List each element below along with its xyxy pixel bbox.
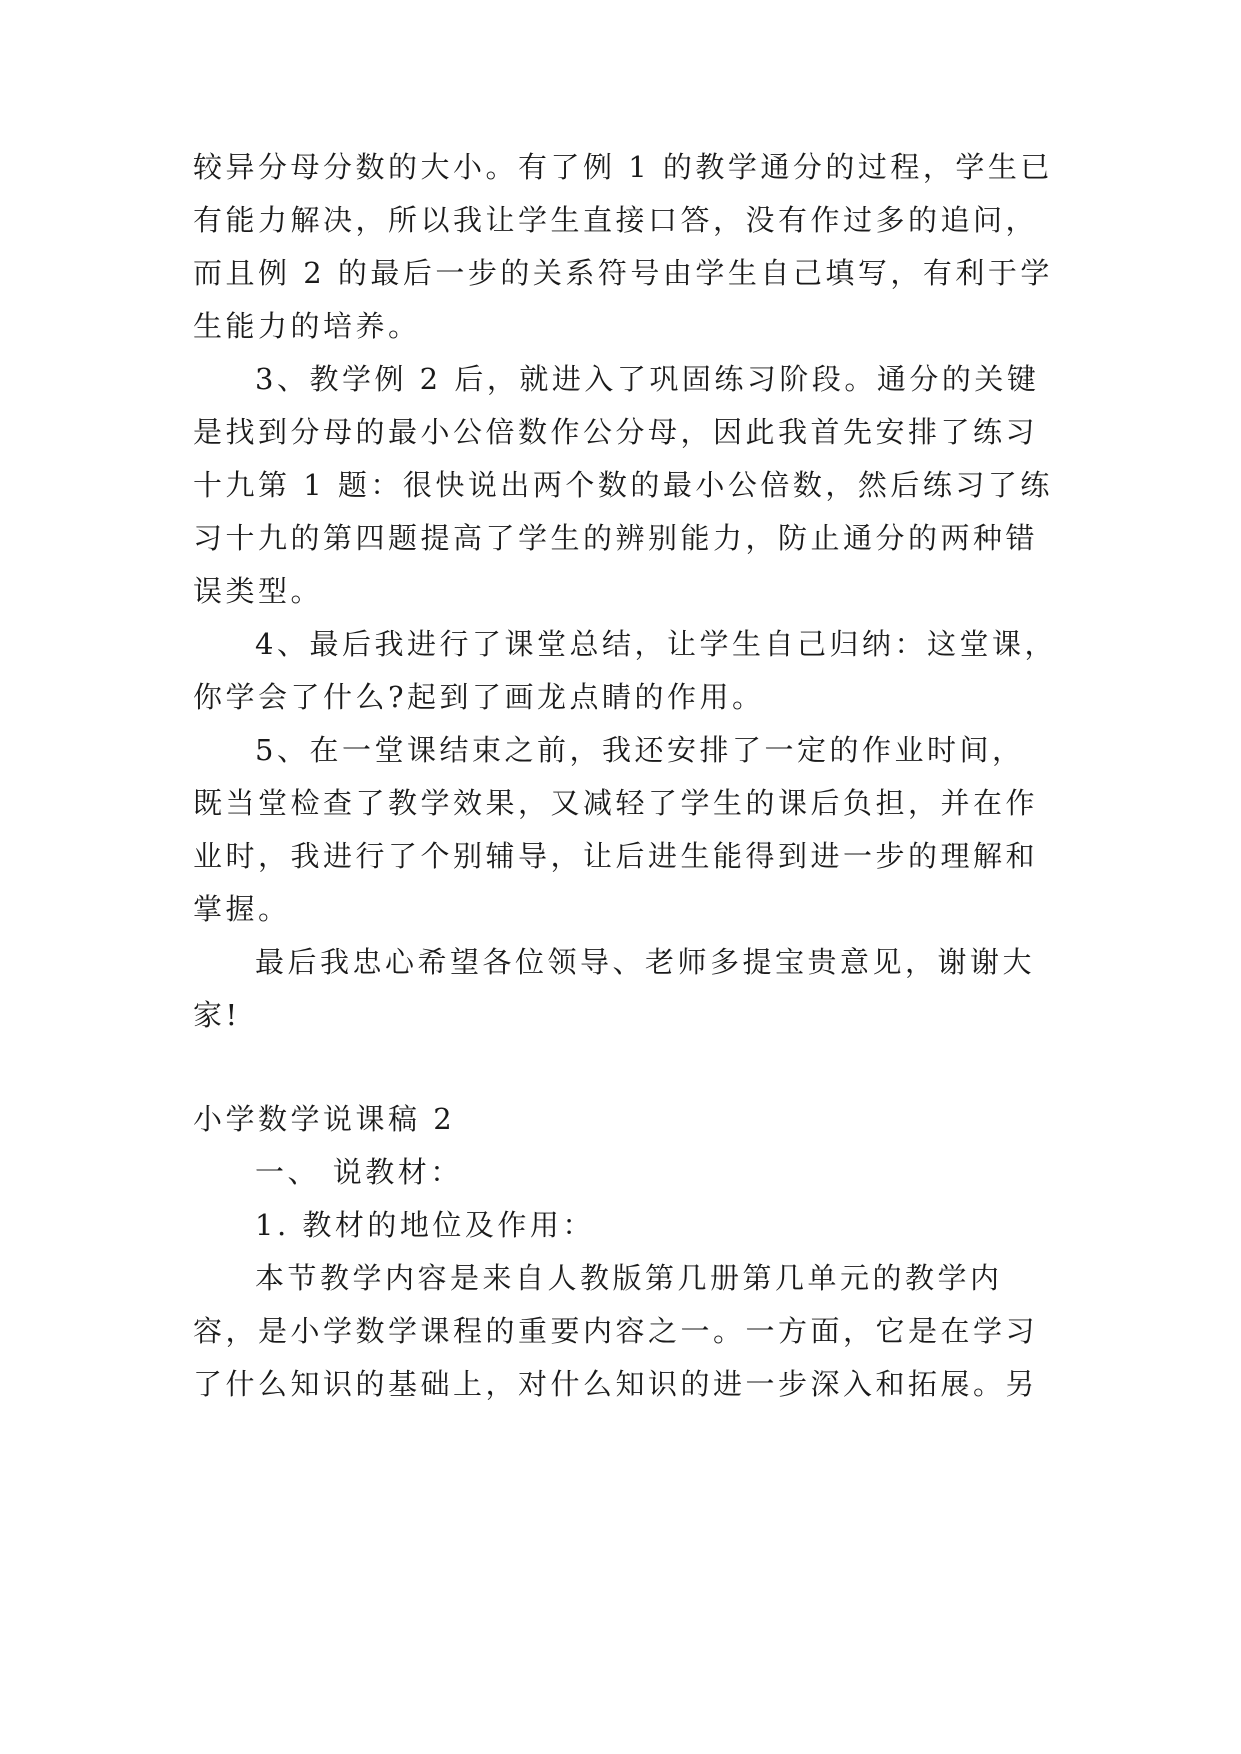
text-line: 掌握。 [193, 892, 291, 926]
text-line: 习十九的第四题提高了学生的辨别能力，防止通分的两种错 [193, 521, 1039, 555]
text-line: 家! [193, 998, 241, 1032]
text-line: 既当堂检查了教学效果，又减轻了学生的课后负担，并在作 [193, 786, 1039, 820]
text-line: 你学会了什么?起到了画龙点睛的作用。 [193, 680, 765, 714]
text-line: 最后我忠心希望各位领导、老师多提宝贵意见，谢谢大 [255, 945, 1036, 979]
text-line: 有能力解决，所以我让学生直接口答，没有作过多的追问， [193, 203, 1039, 237]
section-heading: 一、 说教材： [255, 1155, 463, 1189]
text-line: 容，是小学数学课程的重要内容之一。一方面，它是在学习 [193, 1314, 1039, 1348]
text-line: 本节教学内容是来自人教版第几册第几单元的教学内 [255, 1261, 1003, 1295]
text-line: 误类型。 [193, 574, 324, 608]
section-title: 小学数学说课稿 2 [193, 1102, 456, 1136]
text-line: 较异分母分数的大小。有了例 1 的教学通分的过程，学生已 [193, 150, 1053, 184]
text-line: 十九第 1 题：很快说出两个数的最小公倍数，然后练习了练 [193, 468, 1053, 502]
text-line: 生能力的培养。 [193, 309, 421, 343]
subsection-heading: 1. 教材的地位及作用： [255, 1208, 595, 1242]
text-line: 5、在一堂课结束之前，我还安排了一定的作业时间， [255, 733, 1025, 767]
text-line: 是找到分母的最小公倍数作公分母，因此我首先安排了练习 [193, 415, 1039, 449]
text-line: 了什么知识的基础上，对什么知识的进一步深入和拓展。另 [193, 1367, 1039, 1401]
text-line: 业时，我进行了个别辅导，让后进生能得到进一步的理解和 [193, 839, 1039, 873]
text-line: 3、教学例 2 后，就进入了巩固练习阶段。通分的关键 [255, 362, 1040, 396]
text-line: 而且例 2 的最后一步的关系符号由学生自己填写，有利于学 [193, 256, 1053, 290]
text-line: 4、最后我进行了课堂总结，让学生自己归纳：这堂课， [255, 627, 1057, 661]
